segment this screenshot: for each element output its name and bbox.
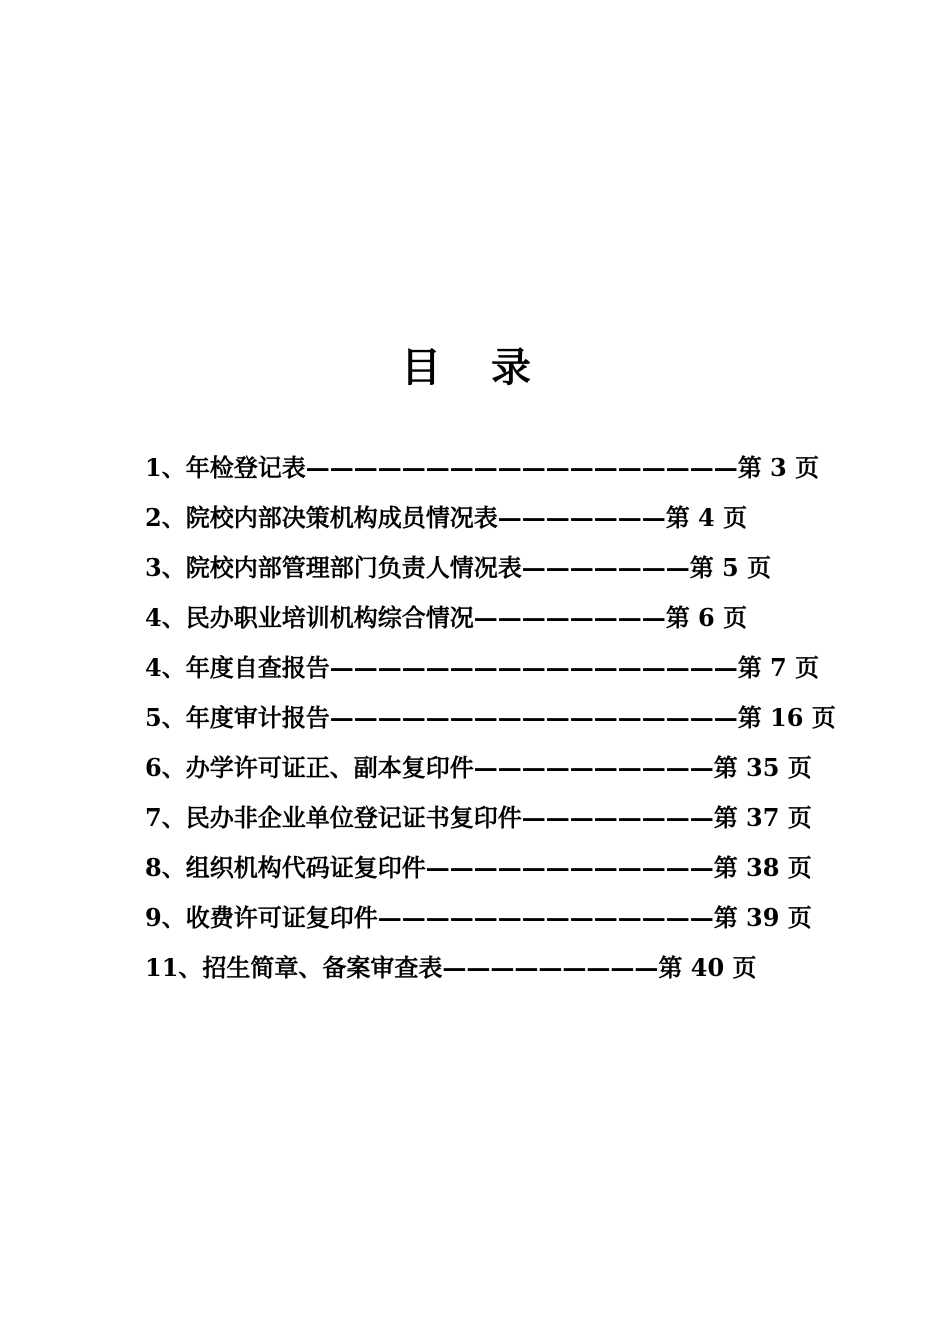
toc-item-5 [145,648,845,698]
toc-item-10 [145,898,845,948]
toc-number: 3、 [145,553,186,582]
toc-leader: —————————————————— [305,453,738,482]
toc-number: 4、 [145,603,186,632]
toc-item-7 [145,748,845,798]
toc-leader: ————————————————— [329,703,738,732]
toc-item-6 [145,698,845,748]
toc-page: 第 35 页 [713,753,812,782]
toc-number: 2、 [145,503,186,532]
toc-item-1 [145,448,845,498]
toc-text: 民办职业培训机构综合情况 [185,603,474,632]
toc-page: 第 39 页 [713,903,812,932]
toc-page: 第 3 页 [737,453,820,482]
toc-number: 7、 [145,803,186,832]
toc-item-2 [145,498,845,548]
toc-text: 年检登记表 [185,453,306,482]
toc-number: 11、 [145,953,203,982]
toc-leader: ———————— [473,603,666,632]
toc-item-9 [145,848,845,898]
toc-text: 招生简章、备案审查表 [202,953,443,982]
toc-text: 组织机构代码证复印件 [185,853,426,882]
toc-item-11 [145,948,845,998]
toc-item-4 [145,598,845,648]
toc-number: 8、 [145,853,186,882]
toc-leader: ———————————— [425,853,714,882]
toc-number: 5、 [145,703,186,732]
toc-page: 第 37 页 [713,803,812,832]
toc-text: 院校内部决策机构成员情况表 [185,503,498,532]
toc-text: 年度自查报告 [185,653,330,682]
toc-item-8 [145,798,845,848]
toc-number: 1、 [145,453,186,482]
toc-leader: ——————— [497,503,666,532]
toc-leader: ————————————————— [329,653,738,682]
toc-text: 民办非企业单位登记证书复印件 [185,803,522,832]
toc-page: 第 4 页 [665,503,748,532]
toc-text: 院校内部管理部门负责人情况表 [185,553,522,582]
table-of-contents [145,448,845,998]
toc-leader: ———————— [521,803,714,832]
toc-page: 第 40 页 [658,953,757,982]
toc-text: 年度审计报告 [185,703,330,732]
toc-leader: —————————— [473,753,714,782]
toc-leader: ————————— [442,953,659,982]
toc-leader: ——————— [521,553,690,582]
toc-page: 第 38 页 [713,853,812,882]
toc-leader: —————————————— [377,903,714,932]
toc-page: 第 7 页 [737,653,820,682]
toc-number: 9、 [145,903,186,932]
toc-text: 办学许可证正、副本复印件 [185,753,474,782]
toc-text: 收费许可证复印件 [185,903,378,932]
toc-item-3 [145,548,845,598]
toc-page: 第 6 页 [665,603,748,632]
toc-page: 第 16 页 [737,703,836,732]
toc-page: 第 5 页 [689,553,772,582]
toc-number: 4、 [145,653,186,682]
toc-number: 6、 [145,753,186,782]
page-title: 目 录 [401,344,549,391]
